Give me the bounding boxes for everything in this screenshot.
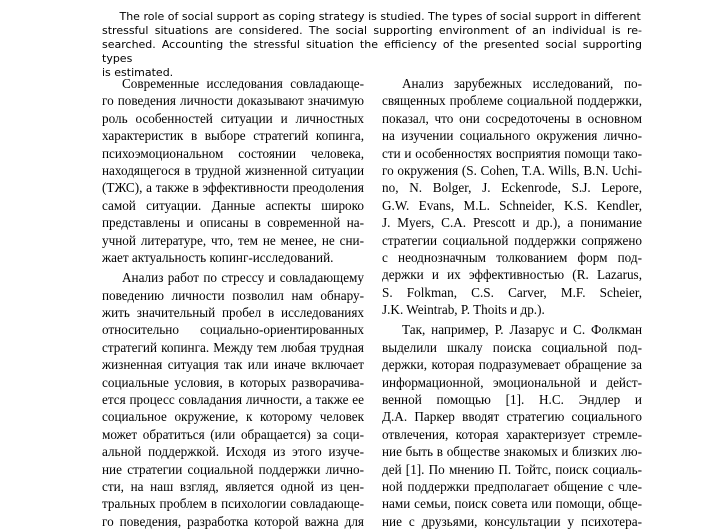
text-line: священных проблеме социальной поддержки, [382, 93, 642, 109]
paragraph [102, 75, 364, 266]
text-line: показал, что они сосредоточены в основном [382, 110, 642, 126]
text-line: держки и их эффективностью (R. Lazarus, [382, 267, 642, 283]
text-line: Д.А. Паркер вводят стратегию социального [382, 409, 642, 425]
paragraph [382, 75, 642, 318]
paragraph [102, 269, 364, 530]
text-line: дей [1]. По мнению П. Тойтс, поиск социаль- [382, 461, 642, 477]
text-line: социальное окружение, к которому человек [102, 409, 364, 425]
text-line: отвлечения, которая характеризует стремле- [382, 426, 642, 442]
abstract-line: The role of social support as coping strategy is studied. The types of social support in different [102, 10, 641, 23]
text-line: выделили шкалу поиска социальной под- [382, 339, 642, 355]
text-line: Так, например, Р. Лазарус и С. Фолкман [402, 322, 642, 338]
text-line: венной помощью [1]. Н.С. Эндлер и [382, 392, 642, 408]
text-line: учной литературе, что, тем не менее, не сни- [102, 232, 364, 248]
text-line: жизненная ситуация так или иначе включает [102, 357, 364, 373]
text-line: психоэмоциональном состоянии человека, [102, 145, 364, 161]
text-line: Анализ зарубежных исследований, по- [402, 76, 642, 91]
text-line: го окружения (S. Cohen, T.A. Wills, B.N. Uchi- [382, 162, 642, 178]
text-line: находящегося в трудной жизненной ситуации [102, 162, 364, 178]
text-line: самой ситуации. Данные аспекты широко [102, 197, 364, 213]
text-line: G.W. Evans, M.L. Schneider, K.S. Kendler, [382, 197, 642, 213]
text-line: представлены и описаны в современной на- [102, 215, 364, 231]
text-line: (ТЖС), а также в эффективности преодоления [102, 180, 364, 196]
text-line: поведению личности позволил нам обнару- [102, 287, 364, 303]
text-line: го поведения личности доказывают значимую [102, 93, 364, 109]
text-line: сти, на наш взгляд, является одной из цен- [102, 478, 364, 494]
text-line: относительно социально-ориентированных [102, 322, 364, 338]
text-line: J. Myers, C.A. Prescott и др.), а понимание [382, 215, 642, 231]
text-line: сти и особенностях восприятия помощи тако- [382, 145, 642, 161]
paragraph [382, 321, 642, 530]
text-line: ние стратегии социальной поддержки лично- [102, 461, 364, 477]
text-line: Современные исследования совладающе- [122, 76, 364, 91]
text-line: нами семьи, поиск совета или помощи, обще- [382, 496, 642, 512]
text-line: тральных проблем в психологии совладающе- [102, 496, 364, 512]
text-line: S. Folkman, C.S. Carver, M.F. Scheier, [382, 284, 642, 300]
text-line: на изучении социального окружения лично- [382, 128, 642, 144]
text-line: может обратиться (или обращается) за соци- [102, 426, 364, 442]
text-line: стратегий копинга. Между тем любая трудная [102, 339, 364, 355]
abstract-line: stressful situations are considered. The social supporting environment of an individual is re- [102, 24, 642, 37]
text-line: го поведения, разработка которой важна для [102, 513, 364, 529]
text-line: жить значительный пробел в исследованиях [102, 305, 364, 321]
text-line: ние с друзьями, консультации у психотера- [382, 513, 642, 529]
text-line: характеристик в выборе стратегий копинга, [102, 128, 364, 144]
text-line: ной поддержки предполагает общение с чле- [382, 478, 642, 494]
text-line: ется процесс совладания личности, а также ее [102, 392, 364, 408]
abstract-line: searched. Accounting the stressful situation the efficiency of the presented social supporting types [102, 38, 642, 65]
text-line: с неоднозначным толкованием форм под- [382, 249, 642, 265]
text-line: стратегии социальной поддержки сопряжено [382, 232, 642, 248]
left-column [102, 75, 364, 530]
abstract-line: is estimated. [102, 66, 174, 79]
text-line: ние быть в обществе знакомых и близких лю- [382, 444, 642, 460]
text-line: Анализ работ по стрессу и совладающему [122, 270, 364, 286]
text-line: жает актуальность копинг-исследований. [102, 249, 334, 265]
text-line: держки, которая подразумевает обращение за [382, 357, 642, 373]
text-line: no, N. Bolger, J. Eckenrode, S.J. Lepore, [382, 180, 642, 196]
text-line: J.K. Weintrab, P. Thoits и др.). [382, 302, 545, 318]
text-line: роль особенностей ситуации и личностных [102, 110, 364, 126]
text-line: информационной, эмоциональной и дейст- [382, 374, 642, 390]
right-column [382, 75, 642, 530]
text-line: социальные условия, в которых разворачива- [102, 374, 364, 390]
abstract [102, 10, 642, 80]
text-line: альной поддержкой. Исходя из этого изуче- [102, 444, 364, 460]
